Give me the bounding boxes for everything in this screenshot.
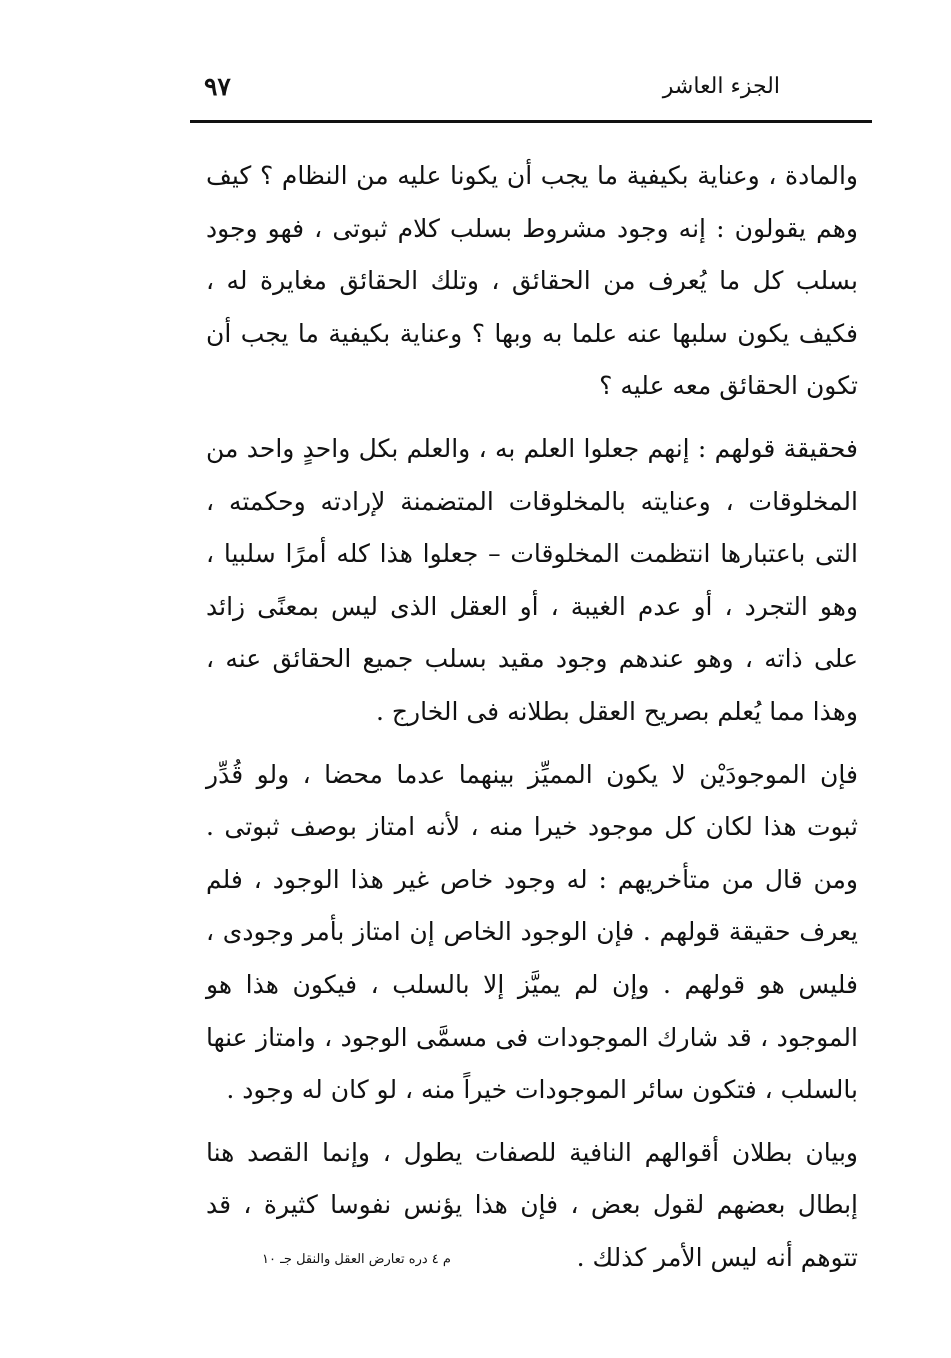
page-number: ٩٧ (204, 72, 231, 101)
page-header (190, 66, 872, 118)
header-rule (190, 120, 872, 123)
body-text (206, 150, 858, 1294)
paragraph-2: فحقيقة قولهم : إنهم جعلوا العلم به ، والعلم بكل واحدٍ واحد من المخلوقات ، وعنايته بالمخلوقات المتضمنة لإرادته وحكمته ، التى باعتبارها انتظمت المخلوقات – جعلوا هذا كله أمرًا سلبيا ، وهو التجرد ، أو عدم الغيبة ، أو العقل الذى ليس بمعنًى زائد على ذاته ، وهو عندهم وجود مقيد بسلب جميع الحقائق عنه ، وهذا مما يُعلم بصريح العقل بطلانه فى الخارج . (206, 433, 858, 726)
paragraph-3: فإن الموجودَيْن لا يكون المميِّز بينهما عدما محضا ، ولو قُدِّر ثبوت هذا لكان كل موجود خيرا منه ، لأنه امتاز بوصف ثبوتى . ومن قال من متأخريهم : له وجود خاص غير هذا الوجود ، فلم يعرف حقيقة قولهم . فإن الوجود الخاص إن امتاز بأمر وجودى ، فليس هو قولهم . وإن لم يميَّز إلا بالسلب ، فيكون هذا هو الموجود ، قد شارك الموجودات فى مسمَّى الوجود ، وامتاز عنها بالسلب ، فتكون سائر الموجودات خيراً منه ، لو كان له وجود . (206, 759, 859, 1105)
running-title: الجزء العاشر (662, 74, 780, 99)
paragraph-4: وبيان بطلان أقوالهم النافية للصفات يطول ، وإنما القصد هنا إبطال بعضهم لقول بعض ، فإن هذا يؤنس نفوسا كثيرة ، قد تتوهم أنه ليس الأمر كذلك . (206, 1137, 858, 1272)
paragraph-1: والمادة ، وعناية بكيفية ما يجب أن يكونا عليه من النظام ؟ كيف وهم يقولون : إنه وجود مشروط بسلب كلام ثبوتى ، فهو وجود بسلب كل ما يُعرف من الحقائق ، وتلك الحقائق مغايرة له ، فكيف يكون سلبها عنه علما به وبها ؟ وعناية بكيفية ما يجب أن تكون الحقائق معه عليه ؟ (206, 161, 858, 401)
footer-signature: م ٤ دره تعارض العقل والنقل جـ ١٠ (262, 1252, 451, 1267)
